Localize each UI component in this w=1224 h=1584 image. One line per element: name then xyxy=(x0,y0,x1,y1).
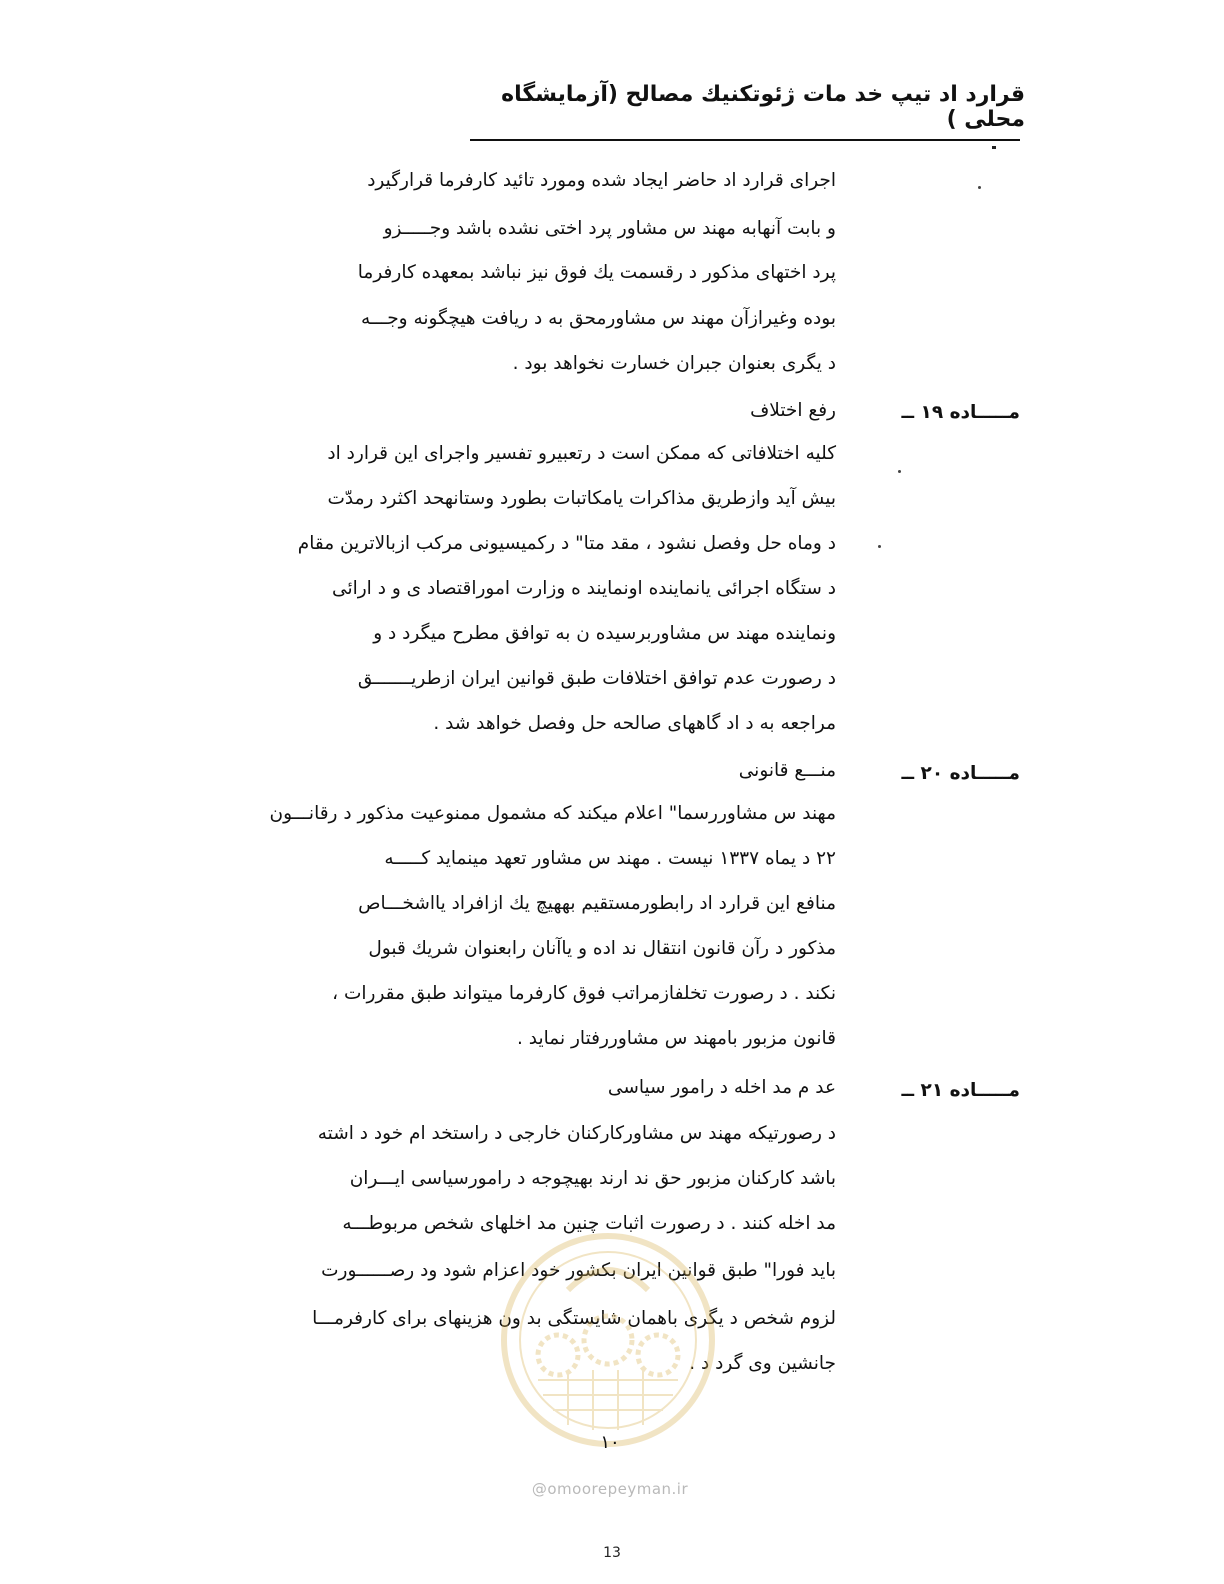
header-divider xyxy=(470,139,1020,141)
paragraph-line: باید فورا" طبق قوانین ایران بکشور خود اعزام شود ود رصــــــورت xyxy=(321,1260,836,1281)
watermark-site: @omoorepeyman.ir xyxy=(531,1480,689,1498)
article-title: رفع اختلاف xyxy=(750,400,836,421)
paragraph-line: د رصورت عدم توافق اختلافات طبق قوانین ایران ازطریـــــــق xyxy=(357,668,836,689)
paragraph-line: د رصورتیکه مهند س مشاورکارکنان خارجی د راستخد ام خود د اشته xyxy=(317,1123,836,1144)
paragraph-line: د ستگاه اجرائی یانماینده اونمایند ه وزارت اموراقتصاد ی و د ارائی xyxy=(332,578,836,599)
article-title: منـــع قانونی xyxy=(738,760,836,781)
article-label: مـــــاده ۲۰ ــ xyxy=(901,763,1020,784)
paragraph-line: مراجعه به د اد گاههای صالحه حل وفصل خواهد شد . xyxy=(433,713,836,734)
margin-mark xyxy=(978,186,981,189)
paragraph-line: لزوم شخص د یگری باهمان شایستگی بد ون هزینهای برای کارفرمـــا xyxy=(312,1308,836,1329)
article-label: مـــــاده ۲۱ ــ xyxy=(901,1080,1020,1101)
paragraph-line: نکند . د رصورت تخلفازمراتب فوق کارفرما میتواند طبق مقررات ، xyxy=(332,983,836,1004)
paragraph-line: بیش آید وازطریق مذاکرات یامکاتبات بطورد وستانهحد اکثرد رمدّت xyxy=(327,488,836,509)
paragraph-line: پرد اختهای مذکور د رقسمت یك فوق نیز نباشد بمعهده کارفرما xyxy=(357,262,836,283)
paragraph-line: قانون مزبور بامهند س مشاوررفتار نماید . xyxy=(517,1028,836,1049)
margin-mark xyxy=(898,470,901,473)
inner-page-number: ۱۰ xyxy=(600,1432,620,1453)
article-title: عد م مد اخله د رامور سیاسی xyxy=(607,1077,836,1098)
paragraph-line: بوده وغیرازآن مهند س مشاورمحق به د ریافت هیچگونه وجـــه xyxy=(361,308,836,329)
paragraph-line: مذکور د رآن قانون انتقال ند اده و یاآنان رابعنوان شریك قبول xyxy=(368,938,836,959)
paragraph-line: باشد کارکنان مزبور حق ند ارند بهیچوجه د رامورسیاسی ایـــران xyxy=(349,1168,836,1189)
footer-page-number: 13 xyxy=(603,1545,621,1561)
article-label: مـــــاده ۱۹ ــ xyxy=(901,402,1020,423)
paragraph-line: اجرای قرارد اد حاضر ایجاد شده ومورد تائید کارفرما قرارگیرد xyxy=(367,170,836,191)
paragraph-line: و بابت آنهابه مهند س مشاور پرد اختی نشده باشد وجـــــزو xyxy=(383,218,836,239)
margin-mark xyxy=(878,545,881,548)
paragraph-line: مهند س مشاوررسما" اعلام میکند که مشمول ممنوعیت مذکور د رقانـــون xyxy=(269,803,836,824)
document-header-title: قرارد اد تیپ خد مات ژئوتکنیك مصالح (آزمایشگاه محلی ) xyxy=(501,82,1025,132)
paragraph-line: منافع این قرارد اد رابطورمستقیم بههیچ یك ازافراد یااشخـــاص xyxy=(358,893,836,914)
paragraph-line: د یگری بعنوان جبران خسارت نخواهد بود . xyxy=(512,353,836,374)
paragraph-line: جانشین وی گرد د . xyxy=(689,1353,836,1374)
paragraph-line: کلیه اختلافاتی که ممکن است د رتعبیرو تفسیر واجرای این قرارد اد xyxy=(327,443,836,464)
header-mark xyxy=(992,146,996,149)
paragraph-line: مد اخله کنند . د رصورت اثبات چنین مد اخلهای شخص مربوطـــه xyxy=(342,1213,836,1234)
paragraph-line: د وماه حل وفصل نشود ، مقد متا" د رکمیسیونی مرکب ازبالاترین مقام xyxy=(297,533,836,554)
paragraph-line: ونماینده مهند س مشاوربرسیده ن به توافق مطرح میگرد د و xyxy=(373,623,836,644)
paragraph-line: ۲۲ د یماه ۱۳۳۷ نیست . مهند س مشاور تعهد مینماید کـــــه xyxy=(384,848,836,869)
